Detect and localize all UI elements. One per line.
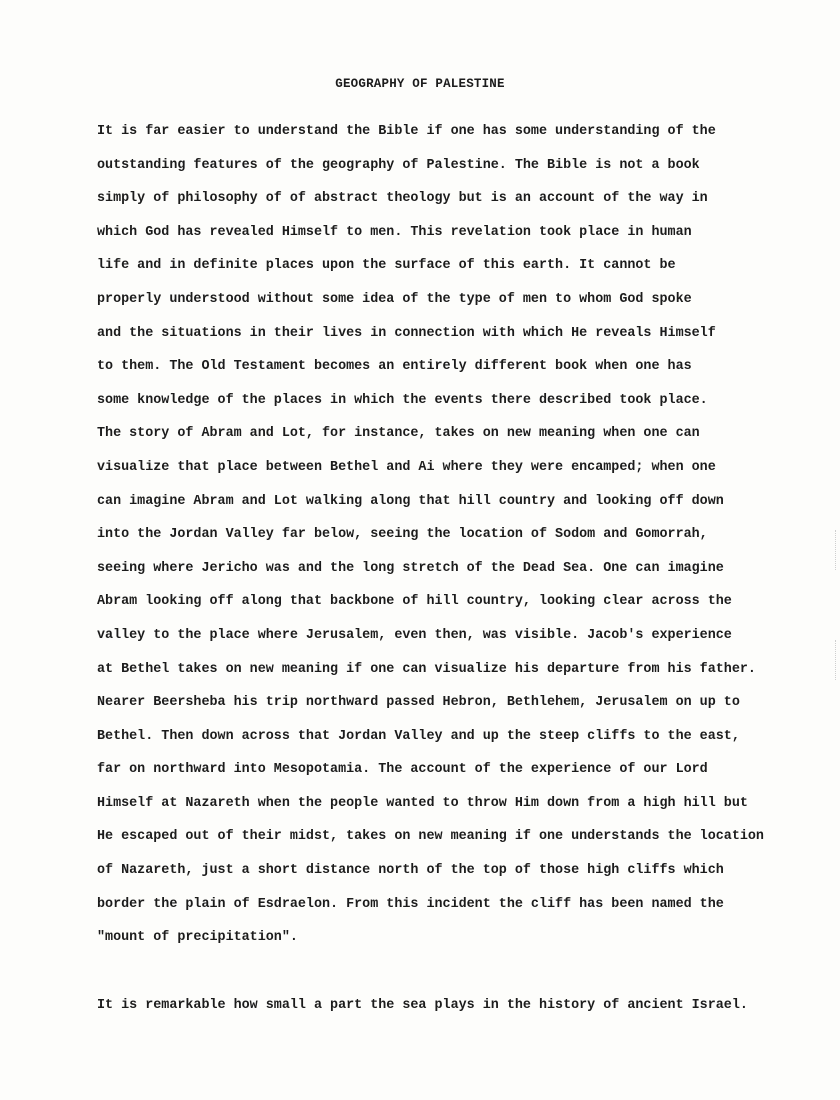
text-line: The story of Abram and Lot, for instance, takes on new meaning when one can [97,426,700,442]
text-line: Nearer Beersheba his trip northward passed Hebron, Bethlehem, Jerusalem on up to [97,695,740,711]
text-line: at Bethel takes on new meaning if one can visualize his departure from his father. [97,661,756,677]
text-line: border the plain of Esdraelon. From this incident the cliff has been named the [97,896,724,912]
text-line: life and in definite places upon the surface of this earth. It cannot be [97,258,676,274]
scan-edge-mark [829,640,836,680]
page-title: GEOGRAPHY OF PALESTINE [335,77,505,91]
paragraph-1 [97,122,817,962]
text-line: and the situations in their lives in connection with which He reveals Himself [97,325,716,341]
text-line: Abram looking off along that backbone of hill country, looking clear across the [97,594,732,610]
text-line: It is far easier to understand the Bible if one has some understanding of the [97,124,716,139]
text-line: outstanding features of the geography of Palestine. The Bible is not a book [97,157,700,173]
text-line: "mount of precipitation". [97,930,298,946]
text-line: seeing where Jericho was and the long stretch of the Dead Sea. One can imagine [97,560,724,576]
text-line: properly understood without some idea of the type of men to whom God spoke [97,291,692,307]
text-line: far on northward into Mesopotamia. The account of the experience of our Lord [97,762,708,778]
text-line: It is remarkable how small a part the sea plays in the history of ancient Israel. [97,998,748,1013]
text-line: Himself at Nazareth when the people wanted to throw Him down from a high hill but [97,795,748,811]
text-line: which God has revealed Himself to men. This revelation took place in human [97,224,692,240]
text-line: visualize that place between Bethel and Ai where they were encamped; when one [97,459,716,475]
text-line: Bethel. Then down across that Jordan Valley and up the steep cliffs to the east, [97,728,740,744]
text-line: into the Jordan Valley far below, seeing the location of Sodom and Gomorrah, [97,527,708,543]
text-line: of Nazareth, just a short distance north of the top of those high cliffs which [97,863,724,879]
text-line: He escaped out of their midst, takes on new meaning if one understands the location [97,829,764,845]
paragraph-2 [97,996,817,1030]
text-line: can imagine Abram and Lot walking along that hill country and looking off down [97,493,724,509]
text-line: simply of philosophy of of abstract theology but is an account of the way in [97,191,708,207]
text-line: valley to the place where Jerusalem, even then, was visible. Jacob's experience [97,627,732,643]
scan-edge-mark [829,530,836,570]
text-line: some knowledge of the places in which the events there described took place. [97,392,708,408]
text-line: to them. The Old Testament becomes an entirely different book when one has [97,359,692,375]
